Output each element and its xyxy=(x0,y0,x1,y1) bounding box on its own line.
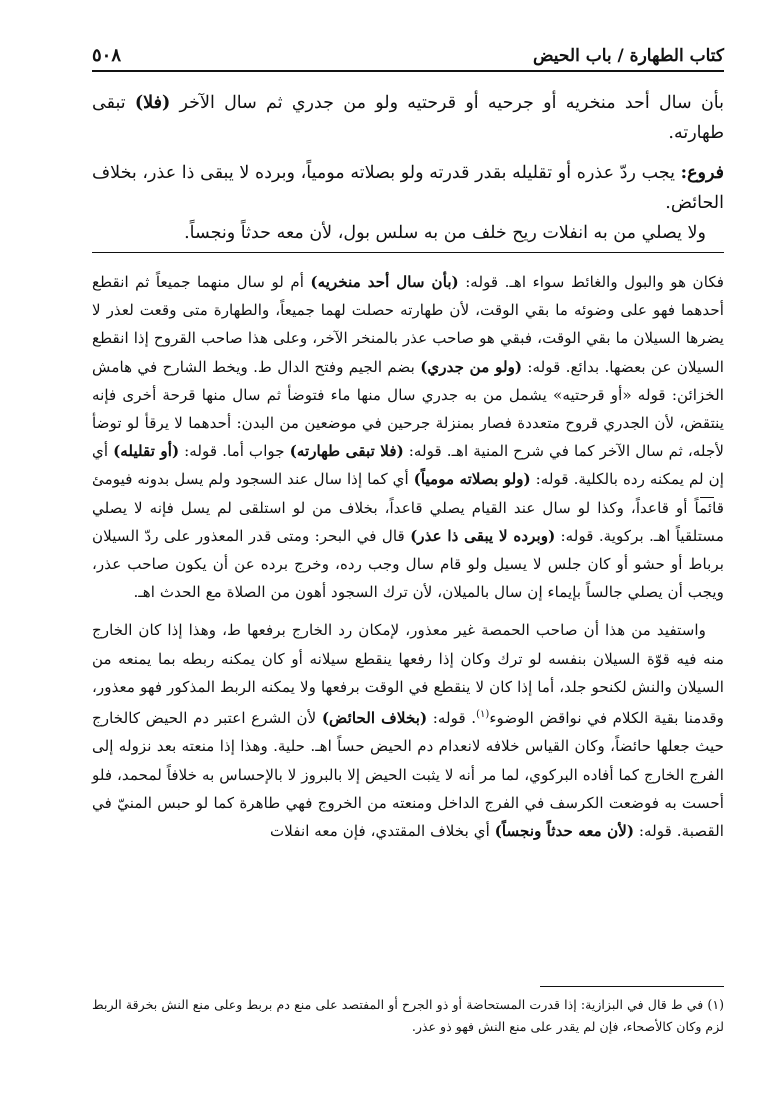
bold-lemma: (ولو من جدري) xyxy=(420,357,523,376)
footnote-ref: (١) xyxy=(476,709,490,721)
furu-text: يجب ردّ عذره أو تقليله بقدر قدرته ولو بصلاته مومياً، وبرده لا يبقى ذا عذر، بخلاف الحائض. xyxy=(92,163,724,213)
matn-line xyxy=(92,88,724,148)
commentary-text: أي كما إذا سال عند السجود ولم يسل بدونه فيومئ قائماً أو قاعداً، وكذا لو سال عند القيام يصلي قاعداً، بخلاف من لو استلقى لم يسل فإنه لا يصلي مستلقياً اهـ. بركوية. قوله: xyxy=(92,470,724,545)
main-text xyxy=(92,88,724,248)
bold-lemma: (بأن سال أحد منخريه) xyxy=(310,273,459,291)
matn-furu xyxy=(92,158,724,218)
matn-last-line: ولا يصلي من به انفلات ريح خلف من به سلس بول، لأن معه حدثاً ونجساً. xyxy=(184,223,706,243)
footnote xyxy=(92,994,724,1038)
commentary-paragraph xyxy=(92,616,724,845)
commentary-text: واستفيد من هذا أن صاحب الحمصة غير معذور، لإمكان رد الخارج برفعها ط، وهذا إذا كان الخارج منه فيه قوّة السيلان بنفسه لو ترك وكان إذا رفعها ينقطع سيلانه أو كان يمكنه ربطه بما يمنعه من السيلان والنش لكنحو جلد، أما إذا كان لا ينقطع في الوقت برفعها ولا يمكنه الربط المذكور فهو معذور، وقدمنا بقية الكلام في نواقض الوضوء xyxy=(92,621,724,728)
commentary-text: لأن الشرع اعتبر دم الحيض كالخارج حيث جعلها حائضاً، وكان القياس خلافه لانعدام دم الحيض حساً اهـ. حلية. وهذا إذا منعته بعد نزوله إلى الفرج الخارج كما أفاده البركوي، لما مر أنه لا يثبت الحيض إلا بالبروز لا بالإحساس به خلافاً لمحمد، فلو أحست به فوضعت الكرسف في الفرج الداخل ومنعته من الخروج فهي طاهرة كما لو حبس المنيّ في القصبة. قوله: xyxy=(92,709,724,840)
running-title: كتاب الطهارة / باب الحيض xyxy=(532,46,724,66)
commentary xyxy=(92,268,724,845)
commentary-text: . قوله: xyxy=(427,709,477,728)
page-number: ٥٠٨ xyxy=(92,45,122,66)
bold-lemma: (ولو بصلاته مومياً) xyxy=(413,470,531,489)
matn-text: بأن سال أحد منخريه أو جرحيه أو قرحتيه ولو من جدري ثم سال الآخر xyxy=(170,93,724,113)
footnote-text: (١) في ط قال في البزازية: إذا قدرت المستحاضة أو ذو الجرح أو المفتصد على منع دم بربط وعلى منع النش بخرقة الربط لزم وكان كالأصحاء، فإن لم يقدر على منع النش فهو ذو عذر. xyxy=(92,997,724,1034)
bold-lemma: (أو تقليله) xyxy=(113,442,180,461)
commentary-text: أم لو سال منهما جميعاً ثم انقطع أحدهما فهو على وضوئه ما بقي الوقت، لأن طهارته حصلت لهما جميعاً، والطهارة متى وقعت لعذر لا يضرها السيلان ما بقي الوقت، فبقي هو صاحب عذر بالمنخر الآخر، وعلى هذا صاحب القروح إذا انقطع السيلان عن بعضها. بدائع. قوله: xyxy=(92,273,724,376)
commentary-text: فكان هو والبول والغائط سواء اهـ. قوله: xyxy=(458,273,724,291)
commentary-text: بضم الجيم وفتح الدال ط. ويخط الشارح في هامش الخزائن: قوله «أو قرحتيه» يشمل من به جدري سال منها ماء فتوضأ ثم سال منها قرحة أخرى فإنه ينتقض، لأن الجدري قروح متعددة فصار بمنزلة جرحين في موضعين من البدن: أحدهما لا يرقأ لو توضأ لأجله، ثم سال الآخر كما في شرح المنية اهـ. قوله: xyxy=(92,357,725,461)
matn-separator xyxy=(92,252,724,253)
commentary-text: أي إن لم يمكنه رده بالكلية. قوله: xyxy=(92,442,724,489)
footnote-separator xyxy=(540,986,724,987)
commentary-text: أي بخلاف المقتدي، فإن معه انفلات xyxy=(269,821,495,840)
commentary-text: قال في البحر: ومتى قدر المعذور على ردّ السيلان برباط أو حشو أو كان جلس لا يسيل ولو قام سال وجب رده، وخرج برده عن أن يكون صاحب عذر، ويجب أن يصلي جالساً بإيماء إن سال بالميلان، لأن ترك السجود أهون من الصلاة مع الحدث اهـ. xyxy=(92,526,724,602)
matn-text: تبقى طهارته. xyxy=(92,93,724,143)
bold-lemma: (بخلاف الحائض) xyxy=(321,709,428,728)
bold-lemma: (فلا تبقى طهارته) xyxy=(289,442,404,461)
bold-lemma: (وبرده لا يبقى ذا عذر) xyxy=(410,526,556,545)
matn-bold-term: (فلا) xyxy=(134,93,171,113)
furu-label: فروع: xyxy=(680,163,724,183)
bold-lemma: (لأن معه حدثاً ونجساً) xyxy=(494,821,635,840)
commentary-paragraph xyxy=(92,268,724,606)
page-header xyxy=(92,38,724,72)
commentary-text: جواب أما. قوله: xyxy=(179,442,290,461)
